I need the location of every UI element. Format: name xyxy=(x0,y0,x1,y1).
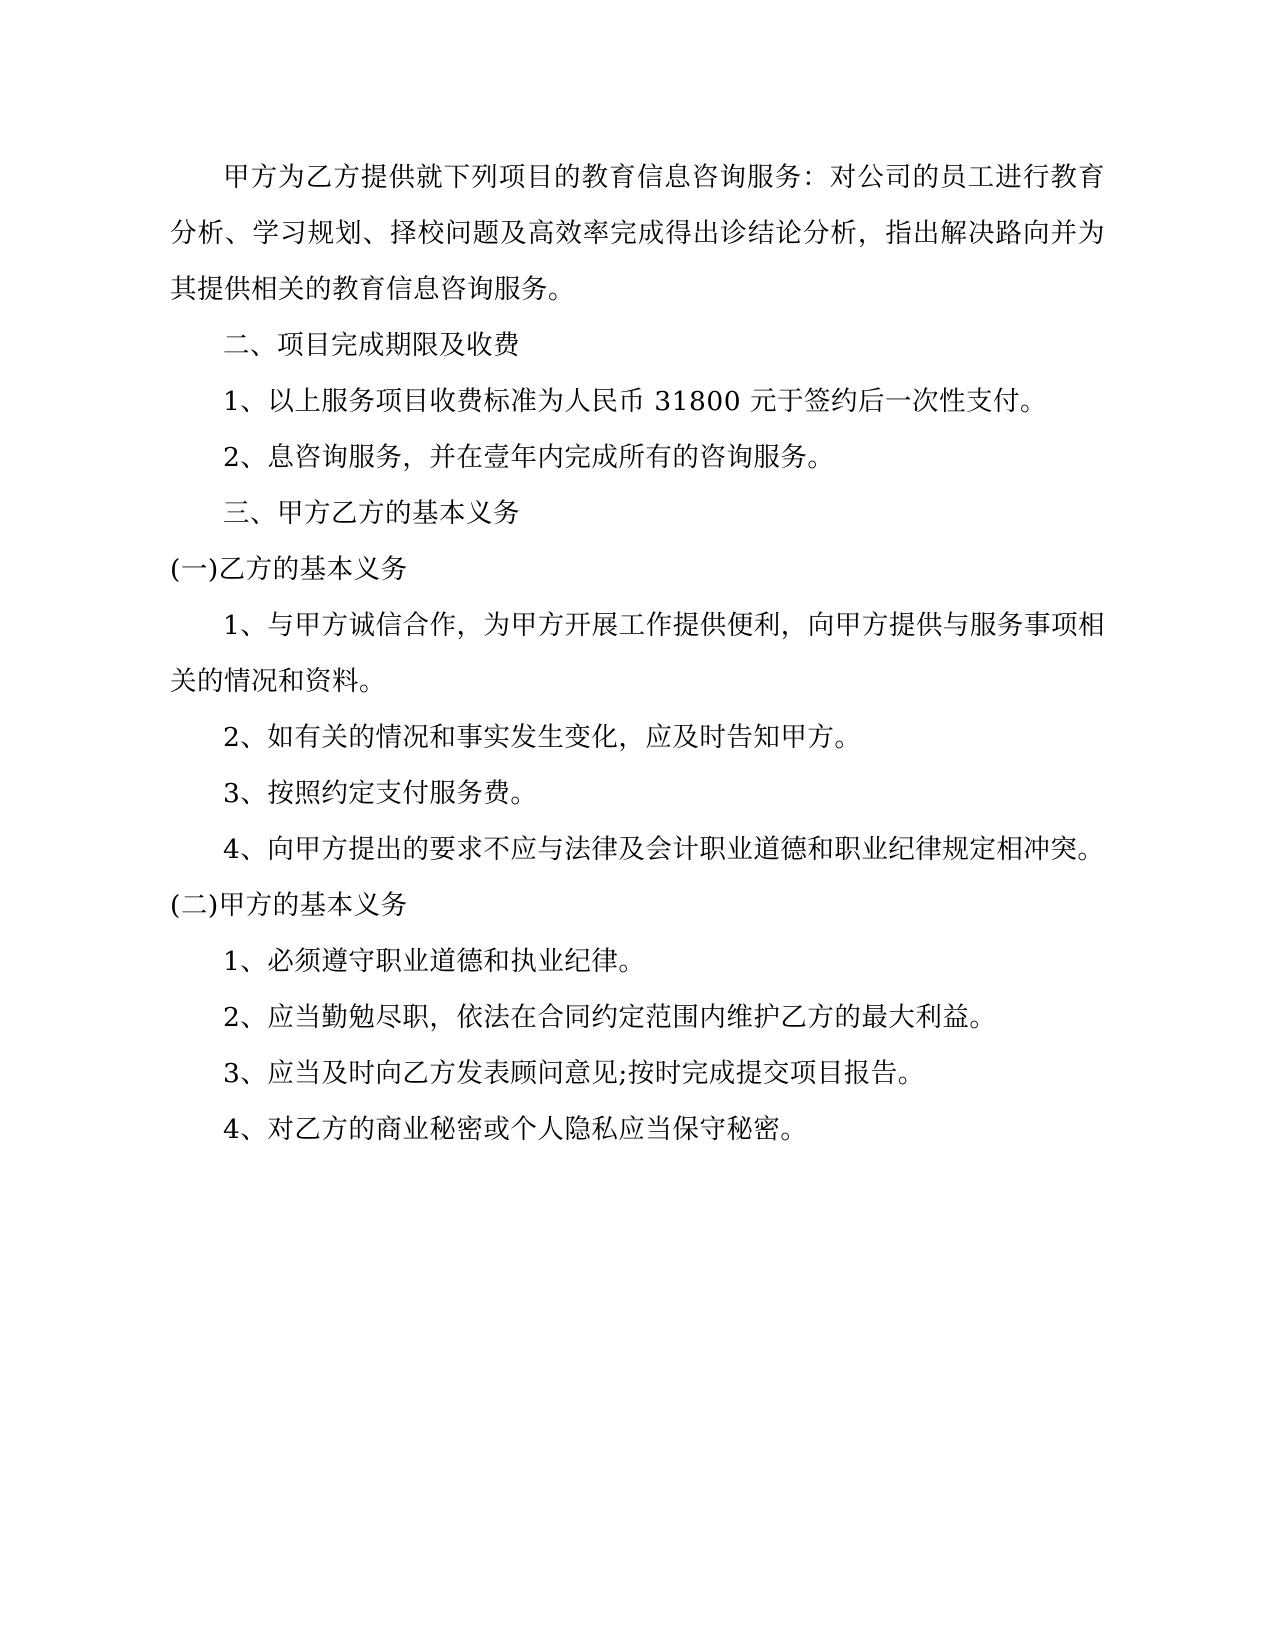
document-body xyxy=(170,150,1105,1158)
paragraph-subsection-one-item-2: 2、如有关的情况和事实发生变化，应及时告知甲方。 xyxy=(223,722,862,753)
paragraph-service-scope: 甲方为乙方提供就下列项目的教育信息咨询服务：对公司的员工进行教育分析、学习规划、择校问题及高效率完成得出诊结论分析，指出解决路向并为其提供相关的教育信息咨询服务。 xyxy=(170,162,1105,305)
heading-section-two: 二、项目完成期限及收费 xyxy=(223,330,520,361)
paragraph-subsection-one-item-1: 1、与甲方诚信合作，为甲方开展工作提供便利，向甲方提供与服务事项相关的情况和资料。 xyxy=(170,610,1105,697)
paragraph-subsection-one-item-4: 4、向甲方提出的要求不应与法律及会计职业道德和职业纪律规定相冲突。 xyxy=(223,834,1105,865)
paragraph-subsection-two-item-4: 4、对乙方的商业秘密或个人隐私应当保守秘密。 xyxy=(223,1114,808,1145)
paragraph-section-two-item-2: 2、息咨询服务，并在壹年内完成所有的咨询服务。 xyxy=(223,442,835,473)
heading-section-three: 三、甲方乙方的基本义务 xyxy=(223,498,520,529)
paragraph-subsection-two-item-2: 2、应当勤勉尽职，依法在合同约定范围内维护乙方的最大利益。 xyxy=(223,1002,997,1033)
heading-subsection-two: (二)甲方的基本义务 xyxy=(170,890,408,921)
paragraph-subsection-two-item-1: 1、必须遵守职业道德和执业纪律。 xyxy=(223,946,646,977)
paragraph-subsection-two-item-3: 3、应当及时向乙方发表顾问意见;按时完成提交项目报告。 xyxy=(223,1058,925,1089)
paragraph-section-two-item-1: 1、以上服务项目收费标准为人民币 31800 元于签约后一次性支付。 xyxy=(223,386,1048,417)
paragraph-subsection-one-item-3: 3、按照约定支付服务费。 xyxy=(223,778,538,809)
heading-subsection-one: (一)乙方的基本义务 xyxy=(170,554,408,585)
